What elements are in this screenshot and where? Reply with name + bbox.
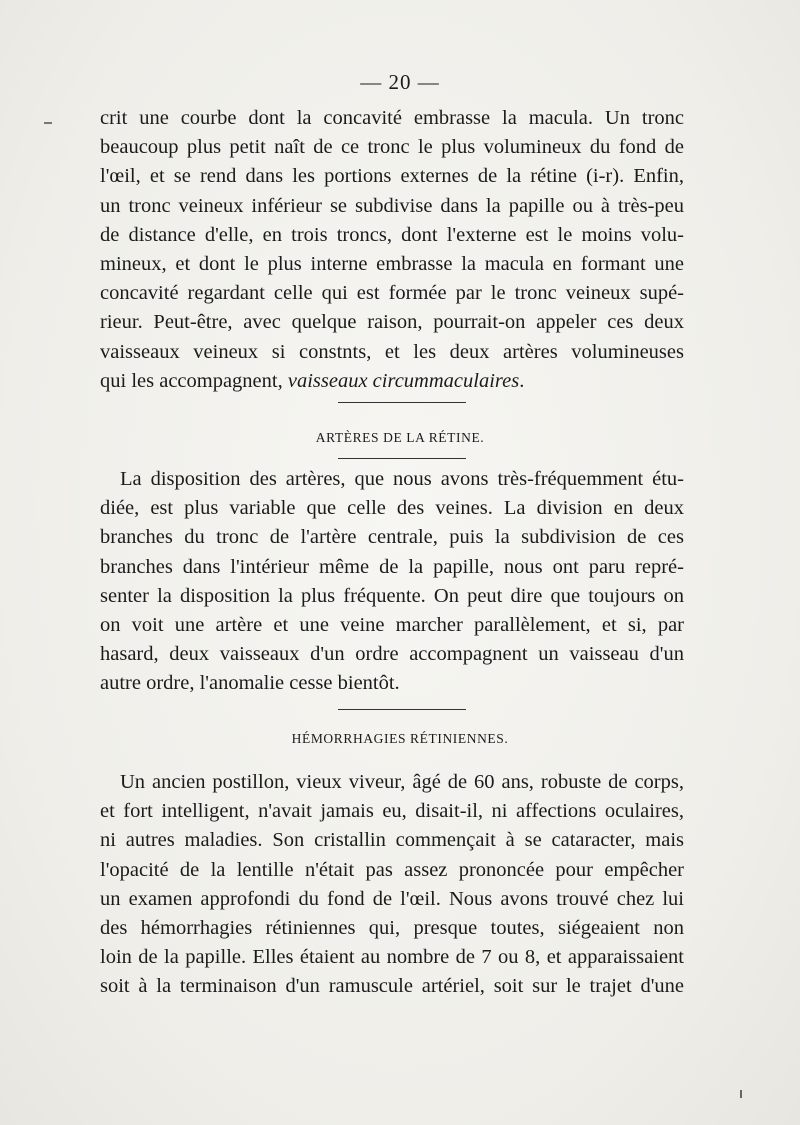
- text-line: un examen approfondi du fond de l'œil. Nous avons trouvé chez lui: [100, 887, 684, 910]
- section-heading-arteries: ARTÈRES DE LA RÉTINE.: [315, 430, 485, 445]
- text-line: on voit une artère et une veine marcher parallèlement, et si, par: [100, 613, 684, 636]
- text-line: l'œil, et se rend dans les portions externes de la rétine (i-r). Enfin,: [100, 165, 684, 188]
- margin-mark: [44, 122, 52, 124]
- text-line: vaisseaux veineux si constnts, et les deux artères volumineuses: [100, 340, 684, 363]
- text-line: diée, est plus variable que celle des veines. La division en deux: [100, 497, 684, 520]
- text-line: soit à la terminaison d'un ramuscule artériel, soit sur le trajet d'une: [100, 975, 684, 998]
- section-heading-hemorrhages: HÉMORRHAGIES RÉTINIENNES.: [291, 731, 509, 746]
- margin-mark: [740, 1090, 742, 1098]
- text-line: senter la disposition la plus fréquente. On peut dire que toujours on: [100, 584, 684, 607]
- text-line: mineux, et dont le plus interne embrasse la macula en formant une: [100, 252, 684, 275]
- text-line: ni autres maladies. Son cristallin commençait à se cataracter, mais: [100, 829, 684, 852]
- text-line: de distance d'elle, en trois troncs, dont l'externe est le moins volu-: [100, 223, 684, 246]
- section-divider: [338, 402, 466, 403]
- text-line: concavité regardant celle qui est formée par le tronc veineux supé-: [100, 282, 684, 305]
- paragraph-hemorrhages: [100, 768, 684, 1002]
- italic-term: vaisseaux circummaculaires: [287, 369, 520, 392]
- text-line: crit une courbe dont la concavité embrasse la macula. Un tronc: [100, 107, 684, 129]
- text-line: l'opacité de la lentille n'était pas assez prononcée pour empêcher: [100, 858, 684, 881]
- text-line: un tronc veineux inférieur se subdivise dans la papille ou à très-peu: [100, 194, 684, 217]
- text-line: loin de la papille. Elles étaient au nombre de 7 ou 8, et apparaissaient: [100, 946, 684, 969]
- text-line: autre ordre, l'anomalie cesse bientôt.: [100, 672, 400, 695]
- text-fragment: .: [519, 369, 525, 392]
- text-line: rieur. Peut-être, avec quelque raison, pourrait-on appeler ces deux: [100, 311, 684, 334]
- text-line: et fort intelligent, n'avait jamais eu, disait-il, ni affections oculaires,: [100, 800, 684, 823]
- page-number: — 20 —: [360, 70, 440, 94]
- text-line: branches du tronc de l'artère centrale, puis la subdivision de ces: [100, 526, 684, 549]
- text-line: branches dans l'intérieur même de la papille, nous ont paru repré-: [100, 555, 684, 578]
- section-divider: [338, 709, 466, 710]
- text-fragment: qui les accompagnent,: [100, 369, 288, 392]
- paragraph-arteries: [100, 465, 684, 699]
- text-line: beaucoup plus petit naît de ce tronc le plus volumineux du fond de: [100, 136, 684, 159]
- paragraph-veins: [100, 104, 684, 396]
- text-line: hasard, deux vaisseaux d'un ordre accompagnent un vaisseau d'un: [100, 643, 684, 666]
- section-divider: [338, 458, 466, 459]
- text-line: La disposition des artères, que nous avons très-fréquemment étu-: [120, 468, 684, 490]
- text-line: [100, 367, 684, 396]
- text-line: des hémorrhagies rétiniennes qui, presque toutes, siégeaient non: [100, 916, 684, 939]
- text-line: Un ancien postillon, vieux viveur, âgé de 60 ans, robuste de corps,: [120, 771, 684, 793]
